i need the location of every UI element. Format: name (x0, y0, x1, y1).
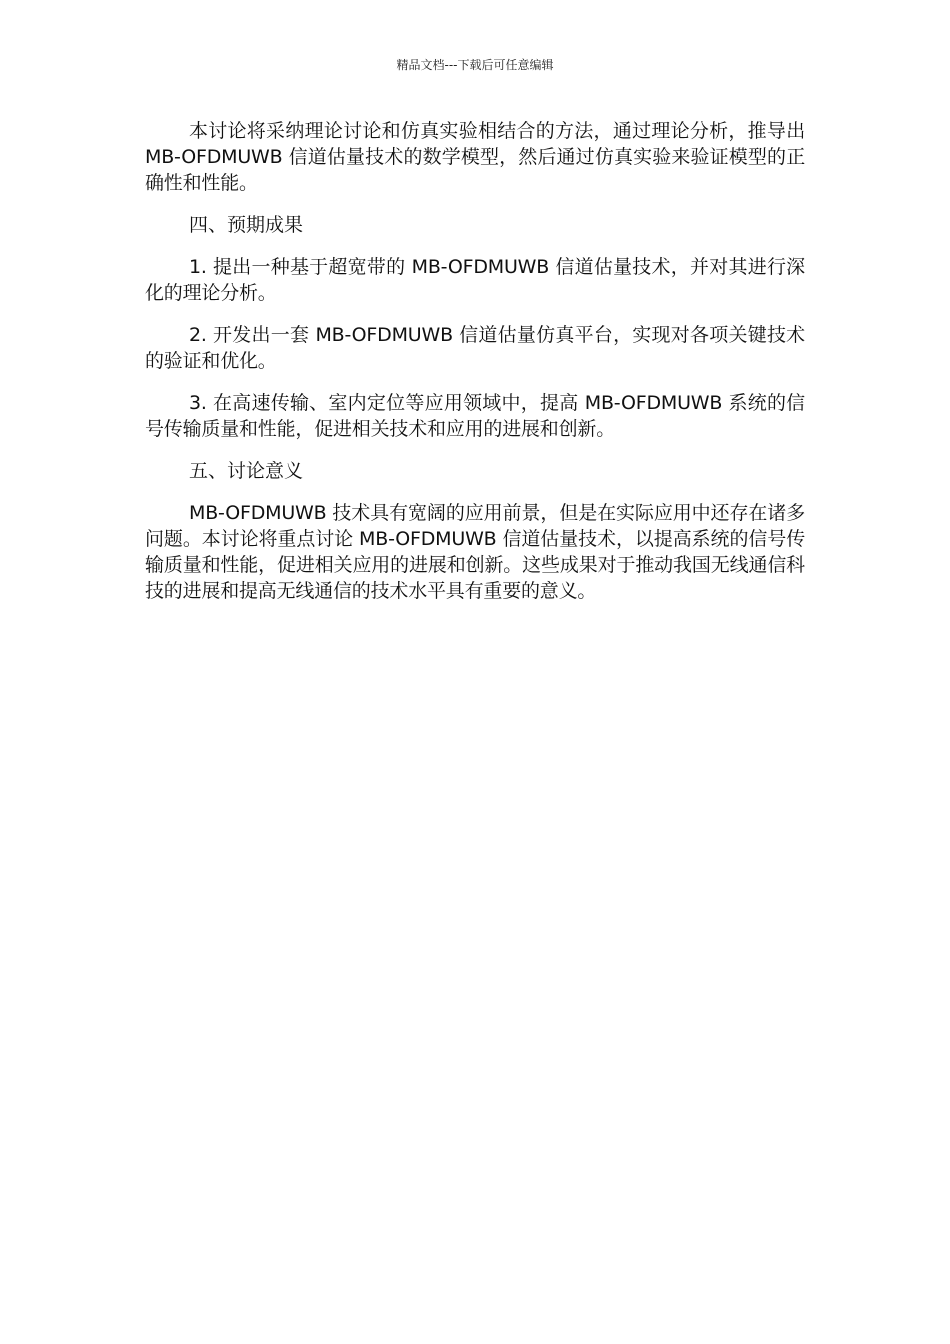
significance-paragraph: MB-OFDMUWB 技术具有宽阔的应用前景，但是在实际应用中还存在诸多问题。本讨论将重点讨论 MB-OFDMUWB 信道估量技术，以提高系统的信号传输质量和性能，促进相关应用的进展和创新。这些成果对于推动我国无线通信科技的进展和提高无线通信的技术水平具有重要的意义。 (145, 502, 805, 602)
expected-result-item-2: 2. 开发出一套 MB-OFDMUWB 信道估量仿真平台，实现对各项关键技术的验证和优化。 (145, 324, 805, 372)
section-heading-expected-results: 四、预期成果 (189, 214, 304, 236)
expected-result-item-1: 1. 提出一种基于超宽带的 MB-OFDMUWB 信道估量技术，并对其进行深化的理论分析。 (145, 256, 805, 304)
section-heading-significance: 五、讨论意义 (189, 460, 304, 482)
page-header: 精品文档---下载后可任意编辑 (396, 58, 554, 72)
expected-result-item-3: 3. 在高速传输、室内定位等应用领域中，提高 MB-OFDMUWB 系统的信号传输质量和性能，促进相关技术和应用的进展和创新。 (145, 392, 805, 440)
methodology-paragraph: 本讨论将采纳理论讨论和仿真实验相结合的方法，通过理论分析，推导出 MB-OFDMUWB 信道估量技术的数学模型，然后通过仿真实验来验证模型的正确性和性能。 (145, 120, 805, 194)
document-body (145, 118, 805, 620)
